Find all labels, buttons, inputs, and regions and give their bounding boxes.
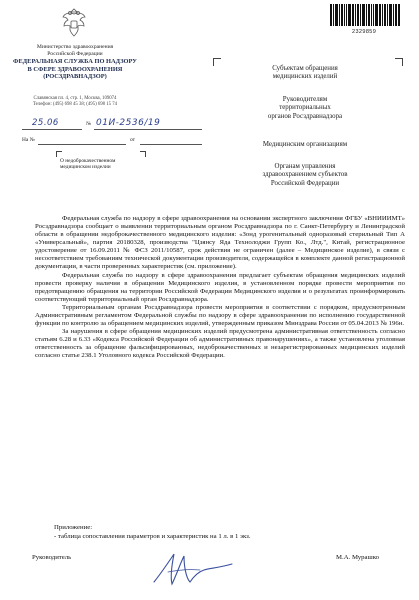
subject-bracket-left — [56, 151, 62, 157]
recipient-health-authorities: Органам управления здравоохранением субъектов Российской Федерации — [262, 163, 348, 187]
signatory-name: М.А. Мурашко — [336, 554, 380, 561]
date-number-line — [22, 118, 202, 130]
handwritten-signature — [148, 542, 238, 592]
paragraph-4: За нарушения в сфере обращения медицинских изделий предусмотрена административная ответственность согласно статьям 6.28 и 6.33 «Кодекса Российской Федерации об административных правонарушениях», а также установлена уголовная ответственность за обращение фальсифицированных, недоброкачественных и незарегистрированных медицинских изделий согласно статье 238.1 Уголовного кодекса Российской Федерации. — [35, 328, 405, 360]
barcode — [330, 4, 400, 28]
handwritten-number: 01И-2536/19 — [96, 118, 161, 128]
recipient-medical-orgs: Медицинским организациям — [262, 141, 348, 148]
number-symbol: № — [86, 121, 92, 127]
ministry-name: Министерство здравоохранения Российской Федерации — [36, 44, 114, 57]
on-underline — [38, 144, 126, 145]
reference-line — [22, 137, 202, 147]
on-label: На № — [22, 137, 35, 143]
agency-address: Славянская пл. 4, стр. 1, Москва, 109074 Телефон: (495) 698 45 38; (495) 698 15 74 — [32, 96, 118, 107]
attachment-item: - таблица сопоставления параметров и характеристик на 1 л. в 1 экз. — [54, 533, 251, 540]
recipient-territorial-heads: Руководителям территориальных органов Росздравнадзора — [267, 96, 343, 120]
recipients-bracket-right — [395, 58, 403, 66]
paragraph-3: Территориальным органам Росздравнадзора провести мероприятия в соответствии с порядком, предусмотренным Административным регламентом Федеральной службы по надзору в сфере здравоохранения по исполнению государственной функции по контролю за обращением медицинских изделий, утвержденным приказом Минздрава России от 05.04.2013 № 196н. — [35, 303, 405, 328]
signatory-position: Руководитель — [32, 554, 72, 561]
agency-name: ФЕДЕРАЛЬНАЯ СЛУЖБА ПО НАДЗОРУ В СФЕРЕ ЗДРАВООХРАНЕНИЯ (РОСЗДРАВНАДЗОР) — [13, 58, 137, 81]
paragraph-2: Федеральная служба по надзору в сфере здравоохранения предлагает субъектам обращения медицинских изделий провести проверку наличия в обращении Медицинского изделия, в установленном порядке провести мероприятия по предотвращению обращения на территории Российской Федерации Медицинского изделия и о результатах проинформировать соответствующий территориальный орган Росздравнадзора. — [35, 271, 405, 303]
barcode-number: 2329859 — [352, 29, 377, 35]
date-underline — [22, 129, 82, 130]
attachment-label: Приложение: — [54, 524, 93, 531]
from-underline — [140, 144, 202, 145]
recipients-bracket-left — [213, 58, 221, 66]
number-underline — [94, 129, 202, 130]
recipient-subjects: Субъектам обращения медицинских изделий — [272, 65, 338, 81]
handwritten-date: 25.06 — [32, 118, 59, 128]
subject-text: О недоброкачественном медицинском изделии — [60, 158, 116, 171]
paragraph-1: Федеральная служба по надзору в сфере здравоохранения на основании экспертного заключения ФГБУ «ВНИИИМТ» Росздравнадзора сообщает о выявлении территориальным органом Росздравнадзора по г. Санкт-Петербургу и Ленинградской области в обращении недоброкачественного медицинского изделия: «Зонд урогенитальный одноразовый стерильный Тип А «Универсальный», партия 20180328, производства "Цзянсу Яда Технолоджи Групп Ко., Лтд.", Китай, регистрационное удостоверение от 16.09.2011 № ФСЗ 2011/10587, срок действия не ограничен (далее – Медицинское изделие), в связи с несоответствием требованиям технической документации производителя, содержащейся в комплекте данной регистрационной документации, в части проверенных характеристик (см. приложение). — [35, 215, 405, 271]
emblem-logo — [61, 8, 87, 38]
subject-bracket-right — [140, 151, 146, 157]
from-label: от — [130, 137, 135, 143]
letter-body — [35, 215, 405, 360]
